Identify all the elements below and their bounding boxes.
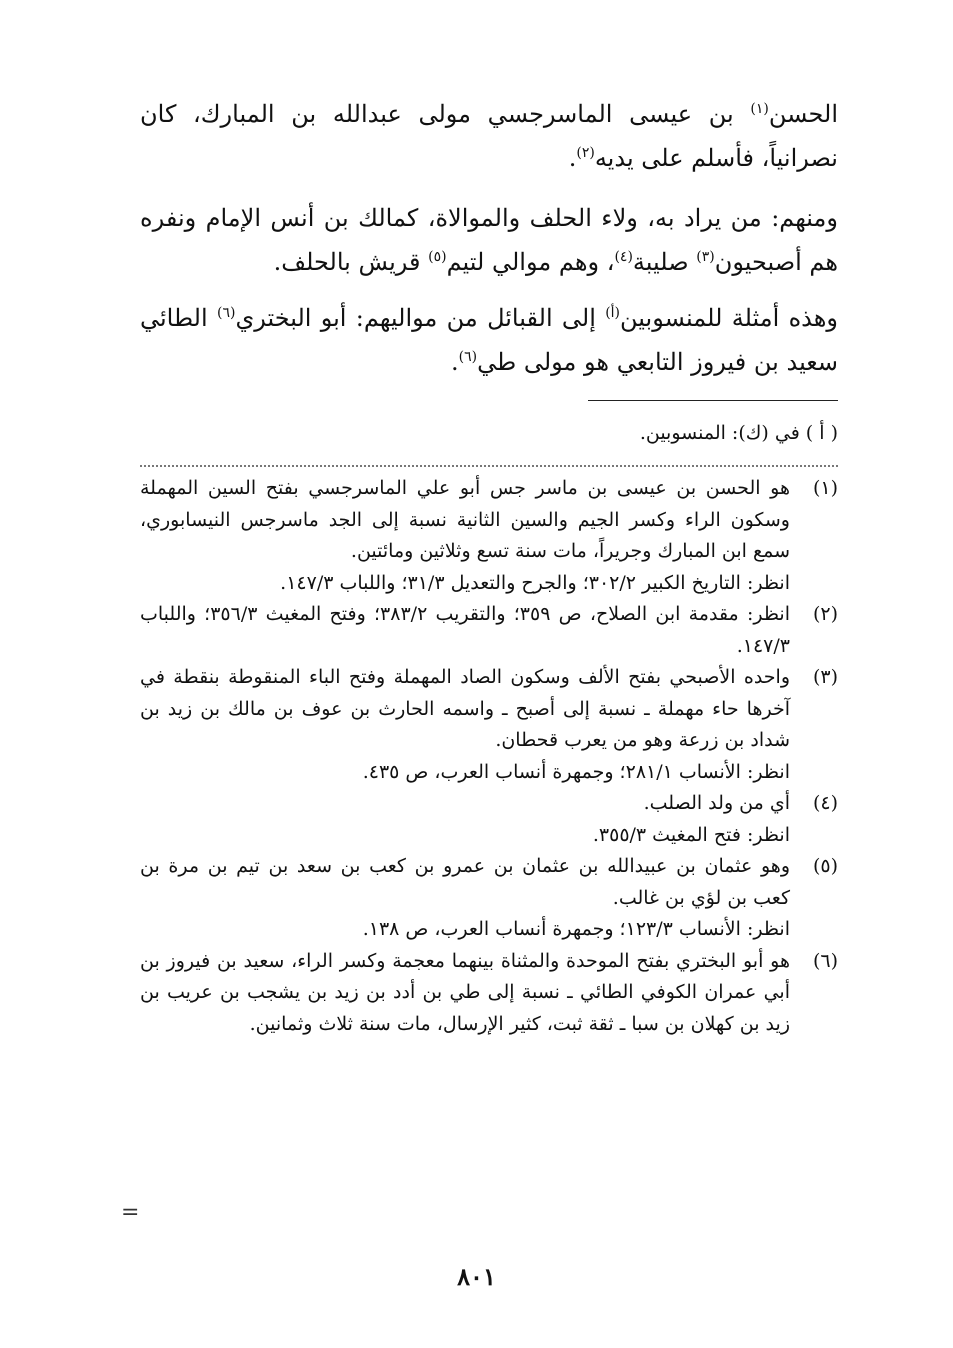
paragraph-text: الحسن <box>768 100 838 128</box>
footnote-text: انظر: مقدمة ابن الصلاح، ص ٣٥٩؛ والتقريب ٣٨٣/٢؛ وفتح المغيث ٣٥٦/٣؛ واللباب ١٤٧/٣. <box>140 603 790 657</box>
footnote-ref-3[interactable]: (٣) <box>696 249 715 265</box>
footnote-ref-1[interactable]: (١) <box>750 101 769 117</box>
variant-ref-a[interactable]: (أ) <box>605 305 621 321</box>
paragraph-text: إلى القبائل من مواليهم: أبو البختري <box>235 304 606 332</box>
paragraph-text: ، وهم موالي لتيم <box>446 248 615 276</box>
footnote-1 <box>140 473 838 568</box>
footnote-text: واحده الأصبحي بفتح الألف وسكون الصاد المهملة وفتح الباء المنقوطة بنقطة في آخرها حاء مهملة ـ نسبة إلى أصبح ـ واسمه الحارث بن عوف بن مالك بن زيد بن شداد بن زرعة وهو من يعرب قحطان. <box>140 666 790 751</box>
body-paragraph-3 <box>140 296 838 384</box>
footnote-citation: انظر: الأنساب ٢٨١/١؛ وجمهرة أنساب العرب، ص ٤٣٥. <box>362 760 790 783</box>
footnote-ref-2[interactable]: (٢) <box>576 145 595 161</box>
footnote-ref-6[interactable]: (٦) <box>216 305 236 321</box>
footnote-text: وهو عثمان بن عبيدالله بن عثمان بن عمرو بن كعب بن سعد بن تيم بن مرة بن كعب بن لؤي بن غالب. <box>140 855 790 909</box>
continuation-mark: = <box>121 1200 140 1225</box>
footnote-number: (٢) <box>812 603 838 625</box>
footnote-text: هو أبو البختري بفتح الموحدة والمثناة بينهما معجمة وكسر الراء، سعيد بن فيروز بن أبي عمران الكوفي الطائي ـ نسبة إلى طي بن أدد بن زيد بن يشجب بن عريب بن زيد بن كهلان بن سبا ـ ثقة ثبت، كثير الإرسال، مات سنة ثلاث وثمانين. <box>140 949 790 1035</box>
body-paragraph-2 <box>140 196 838 284</box>
footnote-5 <box>140 851 838 914</box>
footnote-2 <box>140 599 838 662</box>
footnote-ref-4[interactable]: (٤) <box>614 249 633 265</box>
paragraph-text: . <box>568 144 577 172</box>
paragraph-text: الطائي سعيد بن فيروز التابعي هو مولى طي <box>140 304 838 376</box>
footnote-number: (٣) <box>812 666 838 688</box>
footnote-4 <box>140 788 838 820</box>
paragraph-text: قريش بالحلف. <box>273 248 429 276</box>
footnotes <box>140 473 838 1040</box>
footnote-citation: انظر: الأنساب ١٢٣/٣؛ وجمهرة أنساب العرب، ص ١٣٨. <box>362 918 790 940</box>
body-paragraph-1 <box>140 92 838 180</box>
variant-note: ( أ ) في (ك): المنسوبين. <box>639 422 838 444</box>
paragraph-text: صليبة <box>632 248 697 276</box>
footnote-6 <box>140 946 838 1041</box>
footnote-number: (١) <box>812 477 838 499</box>
footnote-number: (٥) <box>812 855 838 877</box>
footnote-separator <box>588 400 838 401</box>
footnote-citation: انظر: التاريخ الكبير ٣٠٢/٢؛ والجرح والتعديل ٣١/٣؛ واللباب ١٤٧/٣. <box>280 571 790 594</box>
footnote-3 <box>140 662 838 757</box>
footnote-ref-5[interactable]: (٥) <box>428 249 447 265</box>
footnote-number: (٤) <box>812 792 838 814</box>
footnote-number: (٦) <box>812 949 838 972</box>
paragraph-text: . <box>450 348 459 376</box>
page-number: ٨٠١ <box>457 1262 496 1291</box>
footnote-citation: انظر: فتح المغيث ٣٥٥/٣. <box>592 823 790 846</box>
page-content <box>140 92 838 1040</box>
paragraph-text: ومنهم: من يراد به، ولاء الحلف والموالاة، كمالك بن أنس الإمام ونفره هم أصبحيون <box>140 204 838 276</box>
footnote-text: أي من ولد الصلب. <box>643 792 790 814</box>
dotted-divider <box>140 465 838 467</box>
paragraph-text: بن عيسى الماسرجسي مولى عبدالله بن المبارك، كان نصرانياً، فأسلم على يديه <box>140 100 838 172</box>
footnote-ref-6b[interactable]: (٦) <box>458 349 478 365</box>
footnote-text: هو الحسن بن عيسى بن ماسر جس أبو علي الماسرجسي بفتح السين المهملة وسكون الراء وكسر الجيم والسين الثانية نسبة إلى الجد ماسرجس النيسابوري، سمع ابن المبارك وجريراً، مات سنة تسع وثلاثين ومائتين. <box>140 477 790 562</box>
paragraph-text: وهذه أمثلة للمنسوبين <box>620 304 838 332</box>
